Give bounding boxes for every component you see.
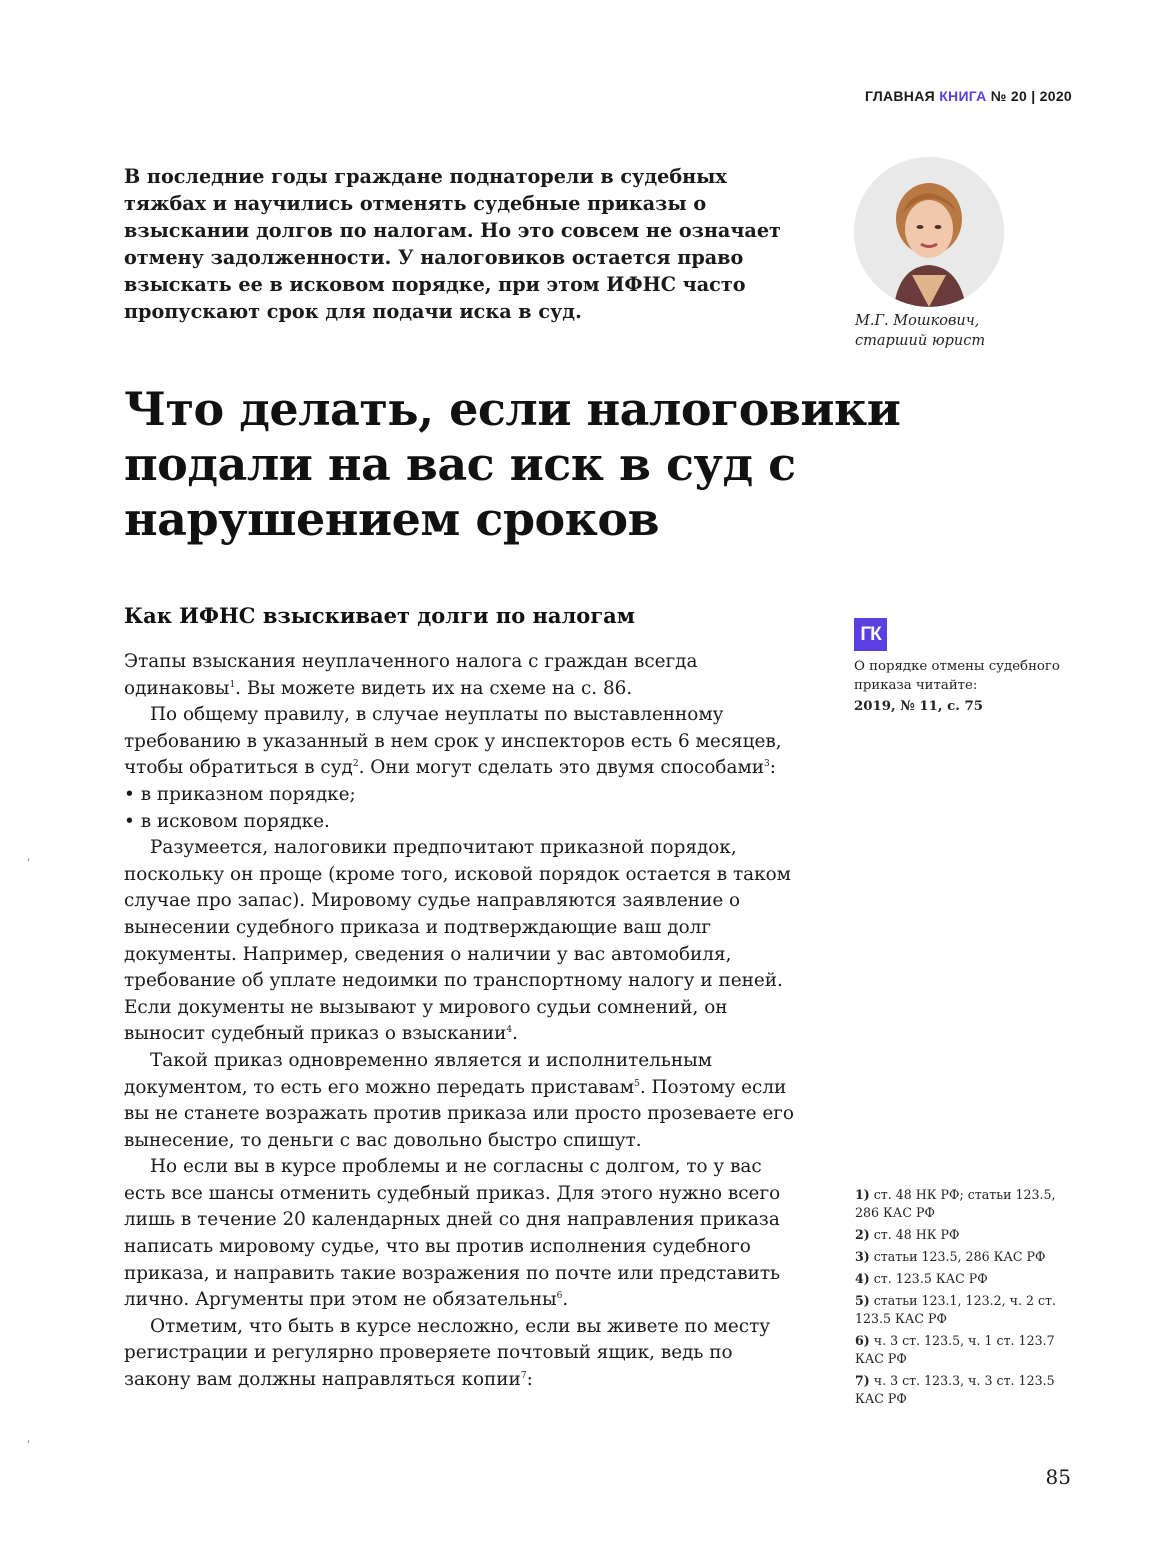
- crop-mark: [28, 858, 29, 861]
- footnote: 3) статьи 123.5, 286 КАС РФ: [855, 1249, 1046, 1264]
- footnote: 4) ст. 123.5 КАС РФ: [855, 1271, 988, 1286]
- section-heading: Как ИФНС взыскивает долги по налогам: [124, 603, 636, 628]
- reference-issue: 2019, № 11, с. 75: [854, 699, 983, 714]
- body-paragraph: Но если вы в курсе проблемы и не согласны с долгом, то у вас есть все шансы отменить судебный приказ. Для этого нужно всего лишь в течение 20 календарных дней со дня направления приказа написать мировому судье, что вы против исполнения судебного приказа, и направить такие возражения по почте или представить лично. Аргументы при этом не обязательны$^6$.: [124, 1156, 781, 1311]
- author-caption: [855, 311, 985, 351]
- magazine-header: [865, 88, 1072, 104]
- author-position: старший юрист: [855, 333, 986, 349]
- footnote: 1) ст. 48 НК РФ; статьи 123.5, 286 КАС РФ: [855, 1187, 1056, 1220]
- article-title: Что делать, если налоговики подали на вас иск в суд с нарушением сроков: [124, 382, 901, 546]
- reference-note: [854, 657, 1074, 716]
- body-paragraph: По общему правилу, в случае неуплаты по выставленному требованию в указанный в нем срок у инспекторов есть 6 месяцев, чтобы обратиться в суд$^2$. Они могут сделать это двумя способами$^3$:: [124, 704, 782, 779]
- body-paragraph: Отметим, что быть в курсе несложно, если вы живете по месту регистрации и регулярно проверяете почтовый ящик, ведь по закону вам должны направляться копии$^7$:: [124, 1315, 771, 1391]
- author-name: М.Г. Мошкович,: [855, 313, 980, 329]
- page-number: 85: [1045, 1465, 1071, 1489]
- body-paragraph: Такой приказ одновременно является и исполнительным документом, то есть его можно передать приставам$^5$. Поэтому если вы не станете возражать против приказа или просто прозеваете его вынесение, то деньги с вас довольно быстро спишут.: [124, 1049, 794, 1151]
- list-item: • в приказном порядке;: [124, 783, 356, 805]
- reference-text: О порядке отмены судебного приказа читайте:: [854, 659, 1060, 693]
- author-photo: [854, 157, 1004, 307]
- lead-paragraph: В последние годы граждане поднаторели в судебных тяжбах и научились отменять судебные приказы о взыскании долгов по налогам. Но это совсем не означает отмену задолженности. У налоговиков остается право взыскать ее в исковом порядке, при этом ИФНС часто пропускают срок для подачи иска в суд.: [124, 165, 781, 323]
- footnote: 7) ч. 3 ст. 123.3, ч. 3 ст. 123.5 КАС РФ: [855, 1373, 1055, 1406]
- magazine-name-part2: КНИГА: [939, 88, 987, 104]
- crop-mark: [28, 1440, 29, 1443]
- list-item: • в исковом порядке.: [124, 810, 330, 832]
- footnote: 5) статьи 123.1, 123.2, ч. 2 ст. 123.5 КАС РФ: [855, 1293, 1056, 1326]
- footnote: 6) ч. 3 ст. 123.5, ч. 1 ст. 123.7 КАС РФ: [855, 1333, 1055, 1366]
- gk-logo-icon: ГК: [854, 618, 887, 651]
- article-body: [124, 649, 802, 1394]
- body-paragraph: Разумеется, налоговики предпочитают приказной порядок, поскольку он проще (кроме того, исковой порядок остается в таком случае про запас). Мировому судье направляются заявление о вынесении судебного приказа и подтверждающие ваш долг документы. Например, сведения о наличии у вас автомобиля, требование об уплате недоимки по транспортному налогу и пеней. Если документы не вызывают у мирового судьи сомнений, он выносит судебный приказ о взыскании$^4$.: [124, 837, 791, 1045]
- footnote: 2) ст. 48 НК РФ: [855, 1227, 960, 1242]
- footnotes: [855, 1186, 1070, 1412]
- issue-number: № 20 | 2020: [990, 88, 1072, 104]
- body-paragraph: Этапы взыскания неуплаченного налога с граждан всегда одинаковы$^1$. Вы можете видеть их на схеме на с. 86.: [124, 651, 698, 699]
- magazine-name-part1: ГЛАВНАЯ: [864, 88, 935, 104]
